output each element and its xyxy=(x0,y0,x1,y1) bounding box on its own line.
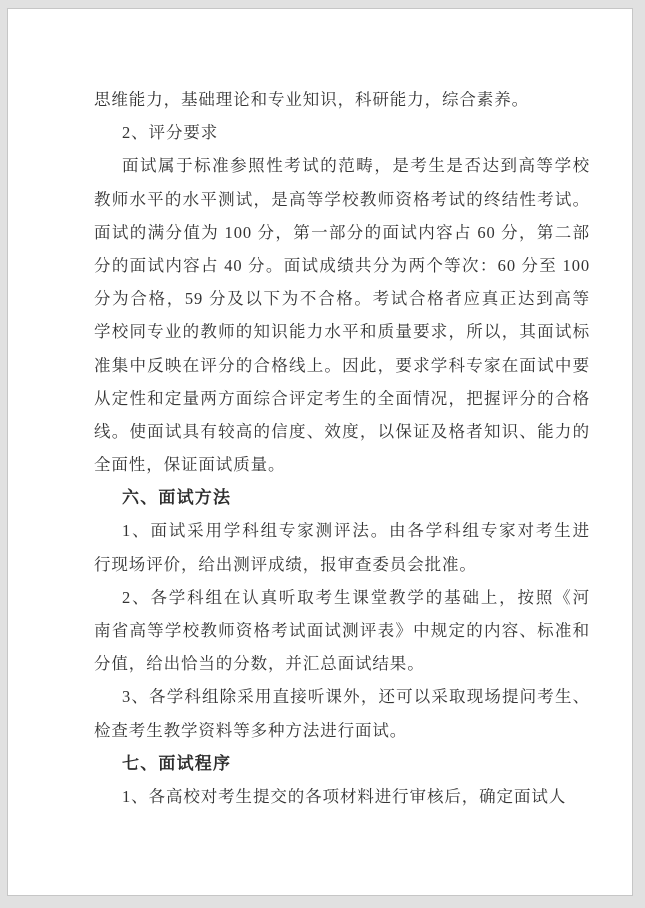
text-line: 面试的满分值为 100 分，第一部分的面试内容占 60 分，第二部 xyxy=(94,222,590,242)
text-line: 分为合格，59 分及以下为不合格。考试合格者应真正达到高等 xyxy=(94,289,590,309)
text-line: 2、评分要求 xyxy=(122,123,219,143)
text-line: 1、各高校对考生提交的各项材料进行审核后，确定面试人 xyxy=(122,786,567,806)
text-line: 面试属于标准参照性考试的范畴，是考生是否达到高等学校 xyxy=(122,156,590,176)
text-line: 教师水平的水平测试，是高等学校教师资格考试的终结性考试。 xyxy=(94,189,590,209)
text-line: 全面性，保证面试质量。 xyxy=(94,455,286,475)
text-line: 线。使面试具有较高的信度、效度，以保证及格者知识、能力的 xyxy=(94,421,590,441)
text-line: 学校同专业的教师的知识能力水平和质量要求，所以，其面试标 xyxy=(94,322,590,342)
text-line: 1、面试采用学科组专家测评法。由各学科组专家对考生进 xyxy=(122,521,590,541)
text-line: 准集中反映在评分的合格线上。因此，要求学科专家在面试中要 xyxy=(94,355,590,375)
document-page xyxy=(7,8,633,896)
text-line: 行现场评价，给出测评成绩，报审查委员会批准。 xyxy=(94,554,477,574)
text-line: 检查考生教学资料等多种方法进行面试。 xyxy=(94,720,408,740)
text-line: 从定性和定量两方面综合评定考生的全面情况，把握评分的合格 xyxy=(94,388,590,408)
document-text-block xyxy=(94,83,590,813)
text-line: 3、各学科组除采用直接听课外，还可以采取现场提问考生、 xyxy=(122,687,590,707)
text-line: 分的面试内容占 40 分。面试成绩共分为两个等次：60 分至 100 xyxy=(94,255,590,275)
section-heading: 六、面试方法 xyxy=(122,488,232,508)
text-line: 2、各学科组在认真听取考生课堂教学的基础上，按照《河 xyxy=(122,587,590,607)
text-line: 思维能力，基础理论和专业知识，科研能力，综合素养。 xyxy=(94,90,529,109)
text-line: 南省高等学校教师资格考试面试测评表》中规定的内容、标准和 xyxy=(94,621,590,640)
text-line: 分值，给出恰当的分数，并汇总面试结果。 xyxy=(94,654,425,674)
section-heading: 七、面试程序 xyxy=(122,753,232,773)
